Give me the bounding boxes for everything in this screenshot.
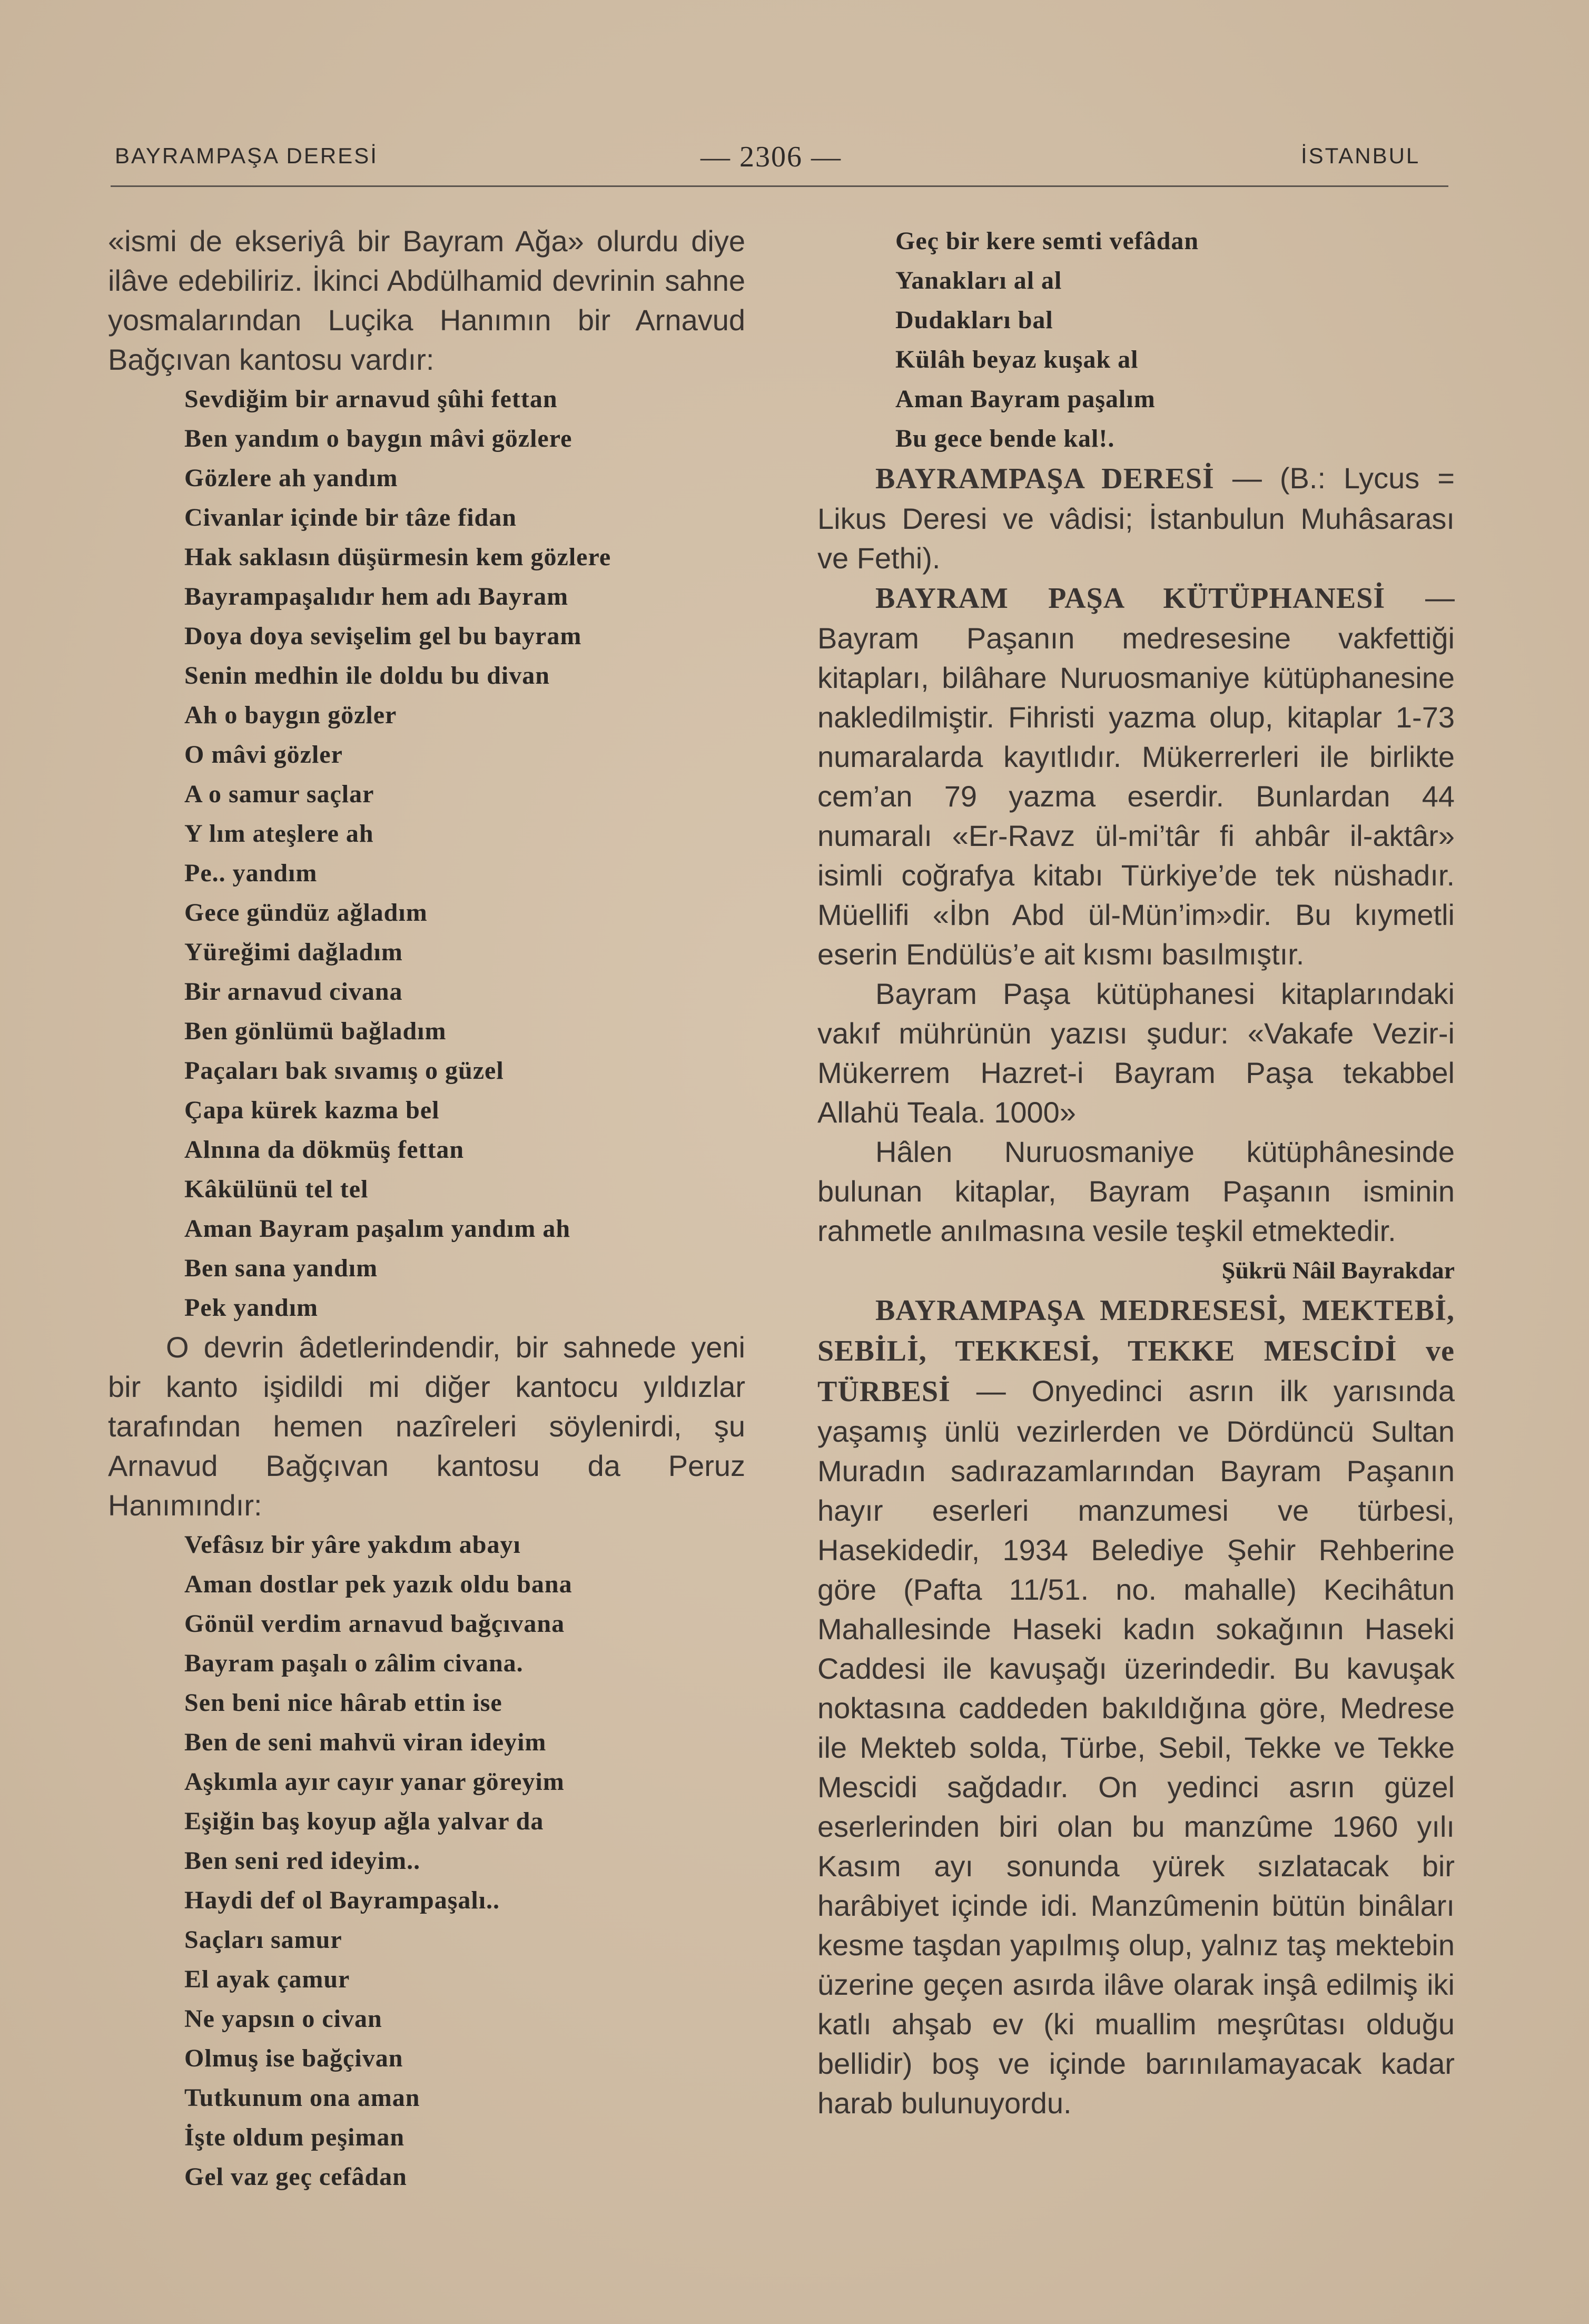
verse-line: Olmuş ise bağçivan	[184, 2044, 403, 2072]
paragraph-text: Bayram Paşa kütüphanesi kitaplarındaki vakıf mührünün yazısı şudur: «Vakafe Vezir-i Mükerrem Hazret-i Bayram Paşa tekabbel Allahü Teala. 1000»	[817, 977, 1455, 1129]
entry-bayrampasa-deresi	[817, 458, 1455, 578]
right-column	[817, 221, 1455, 2123]
entry-body: — (B.: Lycus = Likus Deresi ve vâdisi; İstanbulun Muhâsarası ve Fethi).	[817, 461, 1455, 575]
entry-bayram-pasa-kutuphanesi	[817, 578, 1455, 974]
entry-bayrampasa-medresesi	[817, 1290, 1455, 2123]
verse-line: Aman Bayram paşalım	[895, 385, 1156, 413]
verse-line: Ben yandım o baygın mâvi gözlere	[184, 425, 573, 452]
entry-heading: BAYRAMPAŞA DERESİ	[875, 462, 1215, 495]
author-signature: Şükrü Nâil Bayrakdar	[1221, 1257, 1455, 1284]
verse-line: Pek yandım	[184, 1294, 319, 1322]
verse-line: Pe.. yandım	[184, 859, 318, 887]
verse-line: İşte oldum peşiman	[184, 2123, 405, 2151]
page-number: — 2306 —	[700, 141, 842, 173]
left-middle-paragraph	[108, 1327, 745, 1525]
verse-line: Hak saklasın düşürmesin kem gözlere	[184, 543, 611, 571]
verse-line: Y lım ateşlere ah	[184, 820, 374, 848]
verse-line: El ayak çamur	[184, 1965, 350, 1993]
library-seal-paragraph	[817, 974, 1455, 1132]
verse-line: Geç bir kere semti vefâdan	[895, 227, 1199, 255]
verse-line: Senin medhin ile doldu bu divan	[184, 662, 550, 690]
verse-line: Bayram paşalı o zâlim civana.	[184, 1649, 524, 1677]
verse-line: Bu gece bende kal!.	[895, 425, 1115, 452]
entry-body: — Onyedinci asrın ilk yarısında yaşamış ünlü vezirlerden ve Dördüncü Sultan Muradın sadırazamlarından Bayram Paşanın hayır eserleri manzumesi ve türbesi, Hasekidedir, 1934 Belediye Şehir Rehberine göre (Pafta 11/51. no. mahalle) Kecihâtun Mahallesinde Haseki kadın sokağının Haseki Caddesi ile kavuşağı üzerindedir. Bu kavuşak noktasına caddeden bakıldığına göre, Medrese ile Mekteb solda, Türbe, Sebil, Tekke ve Tekke Mescidi sağdadır. On yedinci asrın güzel eserlerinden biri olan bu manzûme 1960 yılı Kasım ayı sonunda yürek sızlatacak bir harâbiyet içinde idi. Manzûmenin bütün binâları kesme taşdan yapılmış olup, yalnız taş mektebin üzerine geçen asırda ilâve olarak inşâ edilmiş iki katlı ahşab ev (ki muallim meşrûtası olduğu bellidir) boş ve içinde barınılamayacak kadar harab bulunuyordu.	[817, 1374, 1455, 2120]
verse-line: Gece gündüz ağladım	[184, 899, 428, 927]
verse-line: Sen beni nice hârab ettin ise	[184, 1689, 502, 1717]
verse-line: Ne yapsın o civan	[184, 2005, 382, 2033]
running-header-left: BAYRAMPAŞA DERESİ	[115, 143, 378, 168]
verse-line: Saçları samur	[184, 1926, 342, 1954]
kanto-luçika-verse	[108, 379, 745, 1327]
header-rule	[111, 185, 1448, 187]
verse-line: Kâkülünü tel tel	[184, 1175, 369, 1203]
library-current-paragraph	[817, 1132, 1455, 1250]
verse-line: Tutkunum ona aman	[184, 2084, 420, 2112]
verse-line: Aman dostlar pek yazık oldu bana	[184, 1570, 573, 1598]
verse-line: Gözlere ah yandım	[184, 464, 398, 492]
verse-line: A o samur saçlar	[184, 780, 374, 808]
verse-line: Külâh beyaz kuşak al	[895, 346, 1139, 373]
entry-heading: BAYRAM PAŞA KÜTÜPHANESİ	[875, 582, 1386, 615]
verse-line: Sevdiğim bir arnavud şûhi fettan	[184, 385, 558, 413]
kanto-peruz-verse-continued	[817, 221, 1455, 458]
entry-heading: BAYRAMPAŞA MEDRESESİ, MEKTEBİ, SEBİLİ, TEKKESİ, TEKKE MESCİDİ ve TÜRBESİ	[817, 1294, 1455, 1408]
verse-line: Eşiğin baş koyup ağla yalvar da	[184, 1807, 544, 1835]
left-column	[108, 221, 745, 2197]
verse-line: Aşkımla ayır cayır yanar göreyim	[184, 1768, 565, 1796]
verse-line: Doya doya sevişelim gel bu bayram	[184, 622, 582, 650]
verse-line: Aman Bayram paşalım yandım ah	[184, 1215, 571, 1243]
verse-line: Yanakları al al	[895, 267, 1062, 294]
verse-line: Ben seni red ideyim..	[184, 1847, 421, 1875]
verse-line: Bayrampaşalıdır hem adı Bayram	[184, 583, 569, 610]
verse-line: Ah o baygın gözler	[184, 701, 397, 729]
verse-line: Alnına da dökmüş fettan	[184, 1136, 465, 1164]
verse-line: Vefâsız bir yâre yakdım abayı	[184, 1531, 521, 1559]
running-header-right: İSTANBUL	[1301, 143, 1420, 168]
verse-line: Gönül verdim arnavud bağçıvana	[184, 1610, 565, 1638]
entry-body: — Bayram Paşanın medresesine vakfettiği kitapları, bilâhare Nuruosmaniye kütüphanesine nakledilmiştir. Fihristi yazma olup, kitaplar 1-73 numaralarda kayıtlıdır. Mükerrerleri ile birlikte cem’an 79 yazma eserdir. Bunlardan 44 numaralı «Er-Ravz ül-mi’târ fi ahbâr il-aktâr» isimli coğrafya kitabı Türkiye’de tek nüshadır. Müellifi «İbn Abd ül-Mün’im»dir. Bu kıymetli eserin Endülüs’e ait kısmı basılmıştır.	[817, 581, 1455, 971]
left-intro-paragraph: «ismi de ekseriyâ bir Bayram Ağa» olurdu diye ilâve edebiliriz. İkinci Abdülhamid devrinin sahne yosmalarından Luçika Hanımın bir Arnavud Bağçıvan kantosu vardır:	[108, 224, 745, 376]
verse-line: Haydi def ol Bayrampaşalı..	[184, 1886, 500, 1914]
verse-line: Gel vaz geç cefâdan	[184, 2163, 407, 2191]
verse-line: Paçaları bak sıvamış o güzel	[184, 1057, 504, 1085]
verse-line: Dudakları bal	[895, 306, 1053, 334]
verse-line: Bir arnavud civana	[184, 978, 403, 1006]
verse-line: Civanlar içinde bir tâze fidan	[184, 504, 517, 531]
verse-line: Çapa kürek kazma bel	[184, 1096, 440, 1124]
middle-text: O devrin âdetlerindendir, bir sahnede yeni bir kanto işidildi mi diğer kantocu yıldızlar tarafından hemen nazîreleri söylenirdi, şu Arnavud Bağçıvan kantosu da Peruz Hanımındır:	[108, 1331, 745, 1522]
kanto-peruz-verse	[108, 1525, 745, 2197]
verse-line: Ben sana yandım	[184, 1254, 378, 1282]
verse-line: Yüreğimi dağladım	[184, 938, 403, 966]
verse-line: O mâvi gözler	[184, 741, 343, 769]
verse-line: Ben gönlümü bağladım	[184, 1017, 447, 1045]
paragraph-text: Hâlen Nuruosmaniye kütüphânesinde bulunan kitaplar, Bayram Paşanın isminin rahmetle anılmasına vesile teşkil etmektedir.	[817, 1135, 1455, 1247]
verse-line: Ben de seni mahvü viran ideyim	[184, 1728, 547, 1756]
